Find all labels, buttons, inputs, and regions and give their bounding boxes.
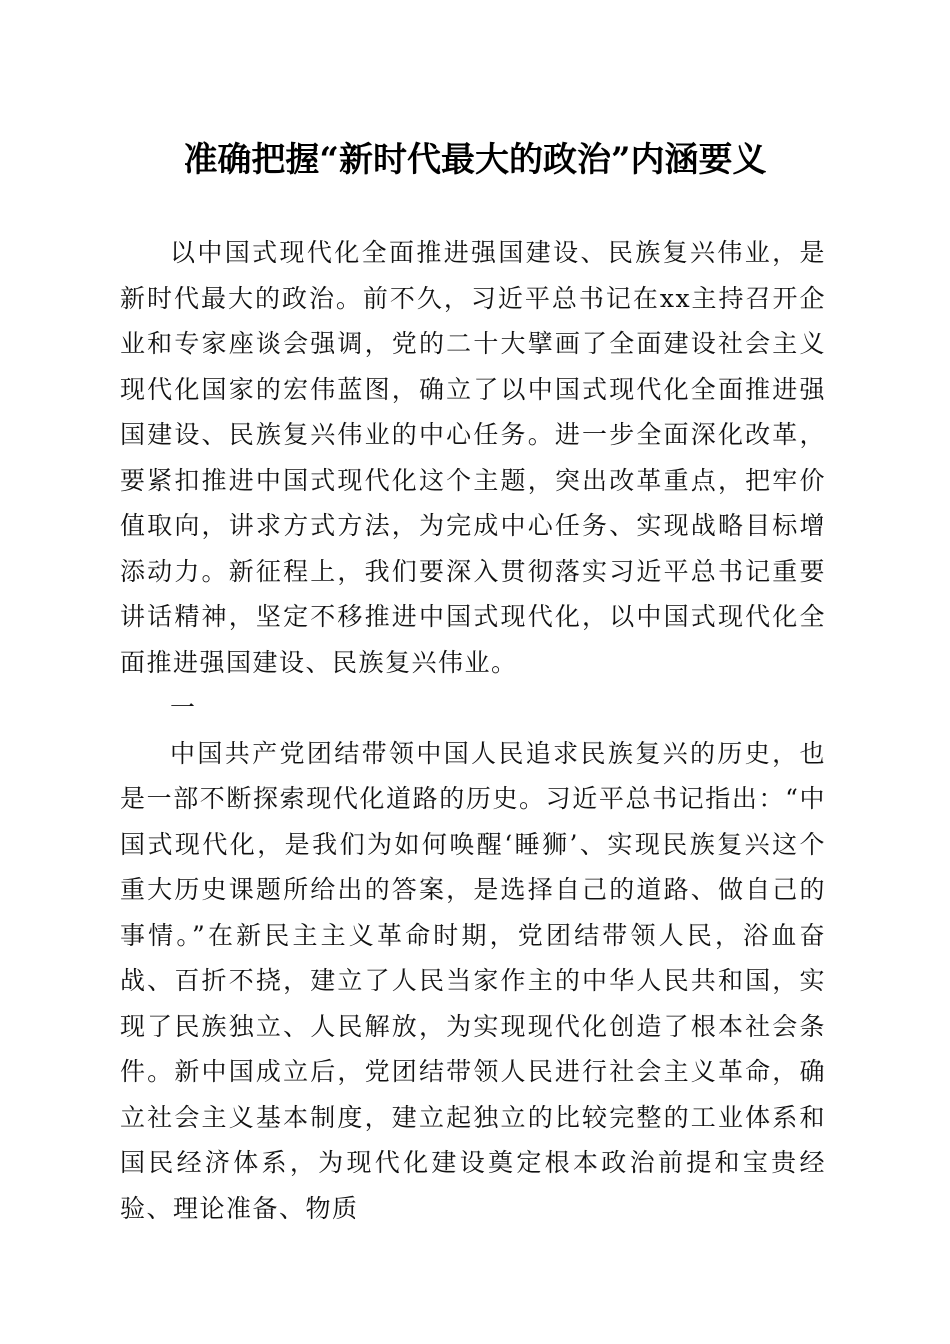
document-title: 准确把握“新时代最大的政治”内涵要义 xyxy=(183,140,767,180)
intro-paragraph: 以中国式现代化全面推进强国建设、民族复兴伟业，是新时代最大的政治。前不久，习近平总书记在xx主持召开企业和专家座谈会强调，党的二十大擘画了全面建设社会主义现代化国家的宏伟蓝图，确立了以中国式现代化全面推进强国建设、民族复兴伟业的中心任务。进一步全面深化改革，要紧扣推进中国式现代化这个主题，突出改革重点，把牢价值取向，讲求方式方法，为完成中心任务、实现战略目标增添动力。新征程上，我们要深入贯彻落实习近平总书记重要讲话精神，坚定不移推进中国式现代化，以中国式现代化全面推进强国建设、民族复兴伟业。 xyxy=(120,238,826,677)
document-body xyxy=(120,230,826,1231)
section-number: 一 xyxy=(170,693,197,722)
section-paragraph: 中国共产党团结带领中国人民追求民族复兴的历史，也是一部不断探索现代化道路的历史。习近平总书记指出：“中国式现代化，是我们为如何唤醒‘睡狮’、实现民族复兴这个重大历史课题所给出的答案，是选择自己的道路、做自己的事情。”在新民主主义革命时期，党团结带领人民，浴血奋战、百折不挠，建立了人民当家作主的中华人民共和国，实现了民族独立、人民解放，为实现现代化创造了根本社会条件。新中国成立后，党团结带领人民进行社会主义革命，确立社会主义基本制度，建立起独立的比较完整的工业体系和国民经济体系，为现代化建设奠定根本政治前提和宝贵经验、理论准备、物质 xyxy=(120,738,826,1223)
